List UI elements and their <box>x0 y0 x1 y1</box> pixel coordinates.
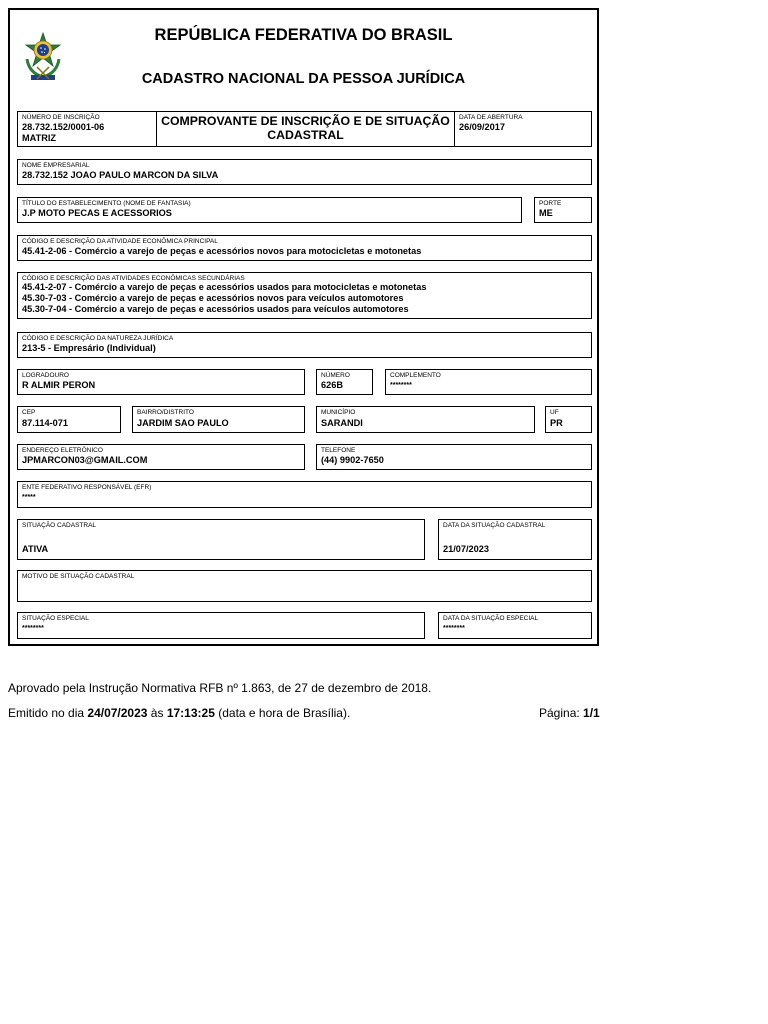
field-atividades-secundarias <box>17 272 592 319</box>
field-situacao-especial <box>17 612 425 639</box>
field-label: NÚMERO <box>321 372 350 379</box>
field-value: 213-5 - Empresário (Individual) <box>22 343 156 353</box>
field-label: CÓDIGO E DESCRIÇÃO DA NATUREZA JURÍDICA <box>22 335 174 342</box>
field-value: 87.114-071 <box>22 418 68 428</box>
field-value-matriz: MATRIZ <box>22 133 57 143</box>
field-natureza-juridica <box>17 332 592 358</box>
list-item: 45.30-7-03 - Comércio a varejo de peças e acessórios novos para veículos automotores <box>22 293 404 303</box>
emission-info <box>8 706 350 720</box>
field-value: ATIVA <box>22 544 49 554</box>
emitted-time: 17:13:25 <box>166 706 215 720</box>
field-porte <box>534 197 592 223</box>
field-data-situacao-cadastral <box>438 519 592 560</box>
field-document-title <box>156 111 455 147</box>
field-municipio <box>316 406 535 433</box>
field-label: COMPLEMENTO <box>390 372 441 379</box>
field-value: ***** <box>22 494 36 501</box>
field-label: MOTIVO DE SITUAÇÃO CADASTRAL <box>22 573 135 580</box>
page-value: 1/1 <box>583 706 600 720</box>
field-complemento <box>385 369 592 395</box>
field-label: NÚMERO DE INSCRIÇÃO <box>22 114 100 121</box>
field-telefone <box>316 444 592 470</box>
field-value: 28.732.152/0001-06 <box>22 122 105 132</box>
field-value: ******** <box>443 625 465 632</box>
field-titulo-estabelecimento <box>17 197 522 223</box>
field-label: NOME EMPRESARIAL <box>22 162 90 169</box>
approval-note: Aprovado pela Instrução Normativa RFB nº 1.863, de 27 de dezembro de 2018. <box>8 681 432 695</box>
field-logradouro <box>17 369 305 395</box>
field-label: DATA DA SITUAÇÃO ESPECIAL <box>443 615 539 622</box>
field-value: J.P MOTO PECAS E ACESSORIOS <box>22 208 172 218</box>
field-label: CÓDIGO E DESCRIÇÃO DAS ATIVIDADES ECONÔMICAS SECUNDÁRIAS <box>22 275 245 282</box>
emitted-prefix: Emitido no dia <box>8 706 85 720</box>
field-label: MUNICÍPIO <box>321 409 356 416</box>
emitted-date: 24/07/2023 <box>87 706 148 720</box>
field-nome-empresarial <box>17 159 592 185</box>
field-label: TELEFONE <box>321 447 356 454</box>
field-motivo-situacao <box>17 570 592 602</box>
field-email <box>17 444 305 470</box>
field-label: ENDEREÇO ELETRÔNICO <box>22 447 103 454</box>
list-item: 45.30-7-04 - Comércio a varejo de peças e acessórios usados para veículos automotores <box>22 304 409 314</box>
registry-title: CADASTRO NACIONAL DA PESSOA JURÍDICA <box>141 71 466 87</box>
field-value: 28.732.152 JOAO PAULO MARCON DA SILVA <box>22 170 219 180</box>
list-item: 45.41-2-07 - Comércio a varejo de peças e acessórios usados para motocicletas e motonetas <box>22 282 427 292</box>
page-indicator <box>539 706 600 720</box>
republic-title: REPÚBLICA FEDERATIVA DO BRASIL <box>154 26 453 44</box>
emitted-mid: às <box>150 706 164 720</box>
field-value: SARANDI <box>321 418 363 428</box>
field-cep <box>17 406 121 433</box>
document-title: COMPROVANTE DE INSCRIÇÃO E DE SITUAÇÃO CADASTRAL <box>161 114 450 142</box>
field-value: 21/07/2023 <box>443 544 489 554</box>
field-value: 45.41-2-06 - Comércio a varejo de peças e acessórios novos para motocicletas e motonetas <box>22 246 422 256</box>
field-label: BAIRRO/DISTRITO <box>137 409 194 416</box>
field-label: SITUAÇÃO ESPECIAL <box>22 615 89 622</box>
field-value: JPMARCON03@GMAIL.COM <box>22 455 148 465</box>
field-label: DATA DA SITUAÇÃO CADASTRAL <box>443 522 546 529</box>
page-label: Página: <box>539 706 580 720</box>
field-label: DATA DE ABERTURA <box>459 114 523 121</box>
field-efr <box>17 481 592 508</box>
field-value: ******** <box>390 382 412 389</box>
field-value: ******** <box>22 625 44 632</box>
field-uf <box>545 406 592 433</box>
field-label: UF <box>550 409 559 416</box>
field-value: 626B <box>321 380 343 390</box>
field-label: CÓDIGO E DESCRIÇÃO DA ATIVIDADE ECONÔMICA PRINCIPAL <box>22 238 218 245</box>
field-value: ME <box>539 208 553 218</box>
field-value: PR <box>550 418 563 428</box>
field-value: (44) 9902-7650 <box>321 455 384 465</box>
field-value: JARDIM SAO PAULO <box>137 418 229 428</box>
field-label: SITUAÇÃO CADASTRAL <box>22 522 97 529</box>
field-value: R ALMIR PERON <box>22 380 96 390</box>
field-label: CEP <box>22 409 36 416</box>
field-data-situacao-especial <box>438 612 592 639</box>
field-label: PORTE <box>539 200 562 207</box>
field-numero <box>316 369 373 395</box>
field-atividade-principal <box>17 235 592 261</box>
field-situacao-cadastral <box>17 519 425 560</box>
field-data-abertura <box>454 111 592 147</box>
emitted-suffix: (data e hora de Brasília). <box>218 706 351 720</box>
field-bairro <box>132 406 305 433</box>
field-value: 26/09/2017 <box>459 122 505 132</box>
field-numero-inscricao <box>17 111 157 147</box>
field-label: TÍTULO DO ESTABELECIMENTO (NOME DE FANTASIA) <box>22 200 191 207</box>
field-label: LOGRADOURO <box>22 372 69 379</box>
field-label: ENTE FEDERATIVO RESPONSÁVEL (EFR) <box>22 484 152 491</box>
